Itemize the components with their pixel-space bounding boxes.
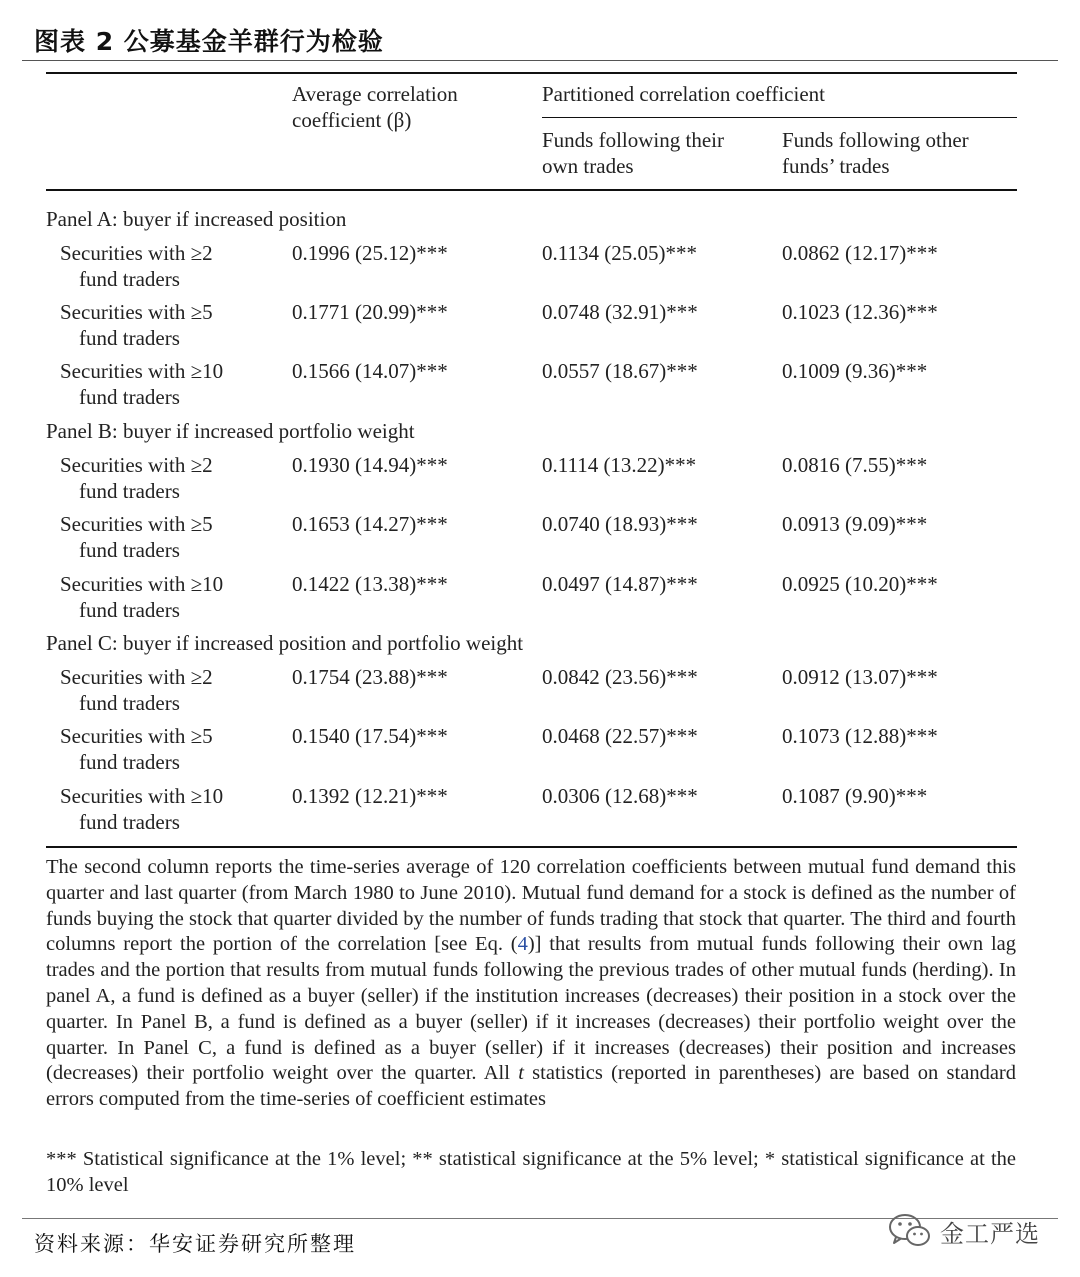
- watermark: [888, 1212, 1040, 1250]
- panel-c-title: Panel C: buyer if increased position and portfolio weight: [46, 631, 524, 655]
- row-label: Securities with ≥2 fund traders: [60, 241, 213, 291]
- table-row: [0, 452, 1080, 512]
- table-row: [0, 240, 1080, 300]
- row-label: Securities with ≥2 fund traders: [60, 453, 213, 503]
- table-row: [0, 571, 1080, 631]
- header-bottom-rule: [46, 189, 1017, 191]
- avg-coefficient-cell: 0.1653 (14.27)***: [292, 512, 448, 536]
- row-label: Securities with ≥5 fund traders: [60, 300, 213, 350]
- table-top-rule: [46, 72, 1017, 74]
- other-trades-cell: 0.1023 (12.36)***: [782, 300, 938, 324]
- other-trades-cell: 0.0925 (10.20)***: [782, 572, 938, 596]
- panel-b-title: Panel B: buyer if increased portfolio weight: [46, 419, 415, 443]
- header-own-trades: Funds following their own trades: [542, 128, 724, 178]
- other-trades-cell: 0.1087 (9.90)***: [782, 784, 928, 808]
- other-trades-cell: 0.0913 (9.09)***: [782, 512, 928, 536]
- figure-title: 图表 2 公募基金羊群行为检验: [34, 27, 384, 56]
- row-label: Securities with ≥10 fund traders: [60, 572, 224, 622]
- table-row: [0, 358, 1080, 418]
- avg-coefficient-cell: 0.1754 (23.88)***: [292, 665, 448, 689]
- avg-coefficient-cell: 0.1540 (17.54)***: [292, 724, 448, 748]
- wechat-icon: [888, 1212, 932, 1250]
- own-trades-cell: 0.1134 (25.05)***: [542, 241, 697, 265]
- panel-a-title: Panel A: buyer if increased position: [46, 207, 347, 231]
- own-trades-cell: 0.1114 (13.22)***: [542, 453, 697, 477]
- own-trades-cell: 0.0842 (23.56)***: [542, 665, 698, 689]
- other-trades-cell: 0.1009 (9.36)***: [782, 359, 928, 383]
- watermark-text: 金工严选: [940, 1219, 1040, 1248]
- other-trades-cell: 0.0816 (7.55)***: [782, 453, 928, 477]
- row-label: Securities with ≥10 fund traders: [60, 359, 224, 409]
- table-note: The second column reports the time-series average of 120 correlation coefficients between mutual fund demand this quarter and last quarter (from March 1980 to June 2010). Mutual fund demand for a stock is defined as the number of funds buying the stock that quarter divided by the number of funds trading that stock that quarter. The third and fourth columns report the portion of the correlation [see Eq. (4)] that results from mutual funds following their own lag trades and the portion that results from mutual funds following the previous trades of other mutual funds (herding). In panel A, a fund is defined as a buyer (seller) if the institution increases (decreases) their position in a stock over the quarter. In Panel B, a fund is defined as a buyer (seller) if it increases (decreases) their portfolio weight over the quarter. In Panel C, a fund is defined as a buyer (seller) if it increases (decreases) their position and increases (decreases) their portfolio weight over the quarter. All t statistics (reported in parentheses) are based on standard errors computed from the time-series of coefficient estimates: [46, 856, 1017, 1111]
- source-note: 资料来源：华安证券研究所整理: [34, 1232, 356, 1256]
- row-label: Securities with ≥5 fund traders: [60, 512, 213, 562]
- row-label: Securities with ≥10 fund traders: [60, 784, 224, 834]
- own-trades-cell: 0.0497 (14.87)***: [542, 572, 698, 596]
- table-row: [0, 723, 1080, 783]
- avg-coefficient-cell: 0.1771 (20.99)***: [292, 300, 448, 324]
- header-sub-rule: [542, 117, 1017, 118]
- significance-note: *** Statistical significance at the 1% level; ** statistical significance at the 5% level; * statistical significance at the 10% level: [46, 1148, 1016, 1196]
- other-trades-cell: 0.1073 (12.88)***: [782, 724, 938, 748]
- avg-coefficient-cell: 0.1930 (14.94)***: [292, 453, 448, 477]
- own-trades-cell: 0.0306 (12.68)***: [542, 784, 698, 808]
- row-label: Securities with ≥2 fund traders: [60, 665, 213, 715]
- header-partitioned: Partitioned correlation coefficient: [542, 82, 825, 106]
- header-average-correlation: Average correlation coefficient (β): [292, 82, 458, 132]
- avg-coefficient-cell: 0.1996 (25.12)***: [292, 241, 448, 265]
- table-row: [0, 299, 1080, 359]
- avg-coefficient-cell: 0.1422 (13.38)***: [292, 572, 448, 596]
- avg-coefficient-cell: 0.1392 (12.21)***: [292, 784, 448, 808]
- own-trades-cell: 0.0557 (18.67)***: [542, 359, 698, 383]
- header-other-trades: Funds following other funds’ trades: [782, 128, 969, 178]
- own-trades-cell: 0.0748 (32.91)***: [542, 300, 698, 324]
- other-trades-cell: 0.0862 (12.17)***: [782, 241, 938, 265]
- table-row: [0, 783, 1080, 843]
- own-trades-cell: 0.0468 (22.57)***: [542, 724, 698, 748]
- table-bottom-rule: [46, 846, 1017, 848]
- table-row: [0, 511, 1080, 571]
- own-trades-cell: 0.0740 (18.93)***: [542, 512, 698, 536]
- row-label: Securities with ≥5 fund traders: [60, 724, 213, 774]
- table-row: [0, 664, 1080, 724]
- title-rule: [22, 60, 1058, 61]
- other-trades-cell: 0.0912 (13.07)***: [782, 665, 938, 689]
- equation-link[interactable]: 4: [517, 933, 528, 956]
- avg-coefficient-cell: 0.1566 (14.07)***: [292, 359, 448, 383]
